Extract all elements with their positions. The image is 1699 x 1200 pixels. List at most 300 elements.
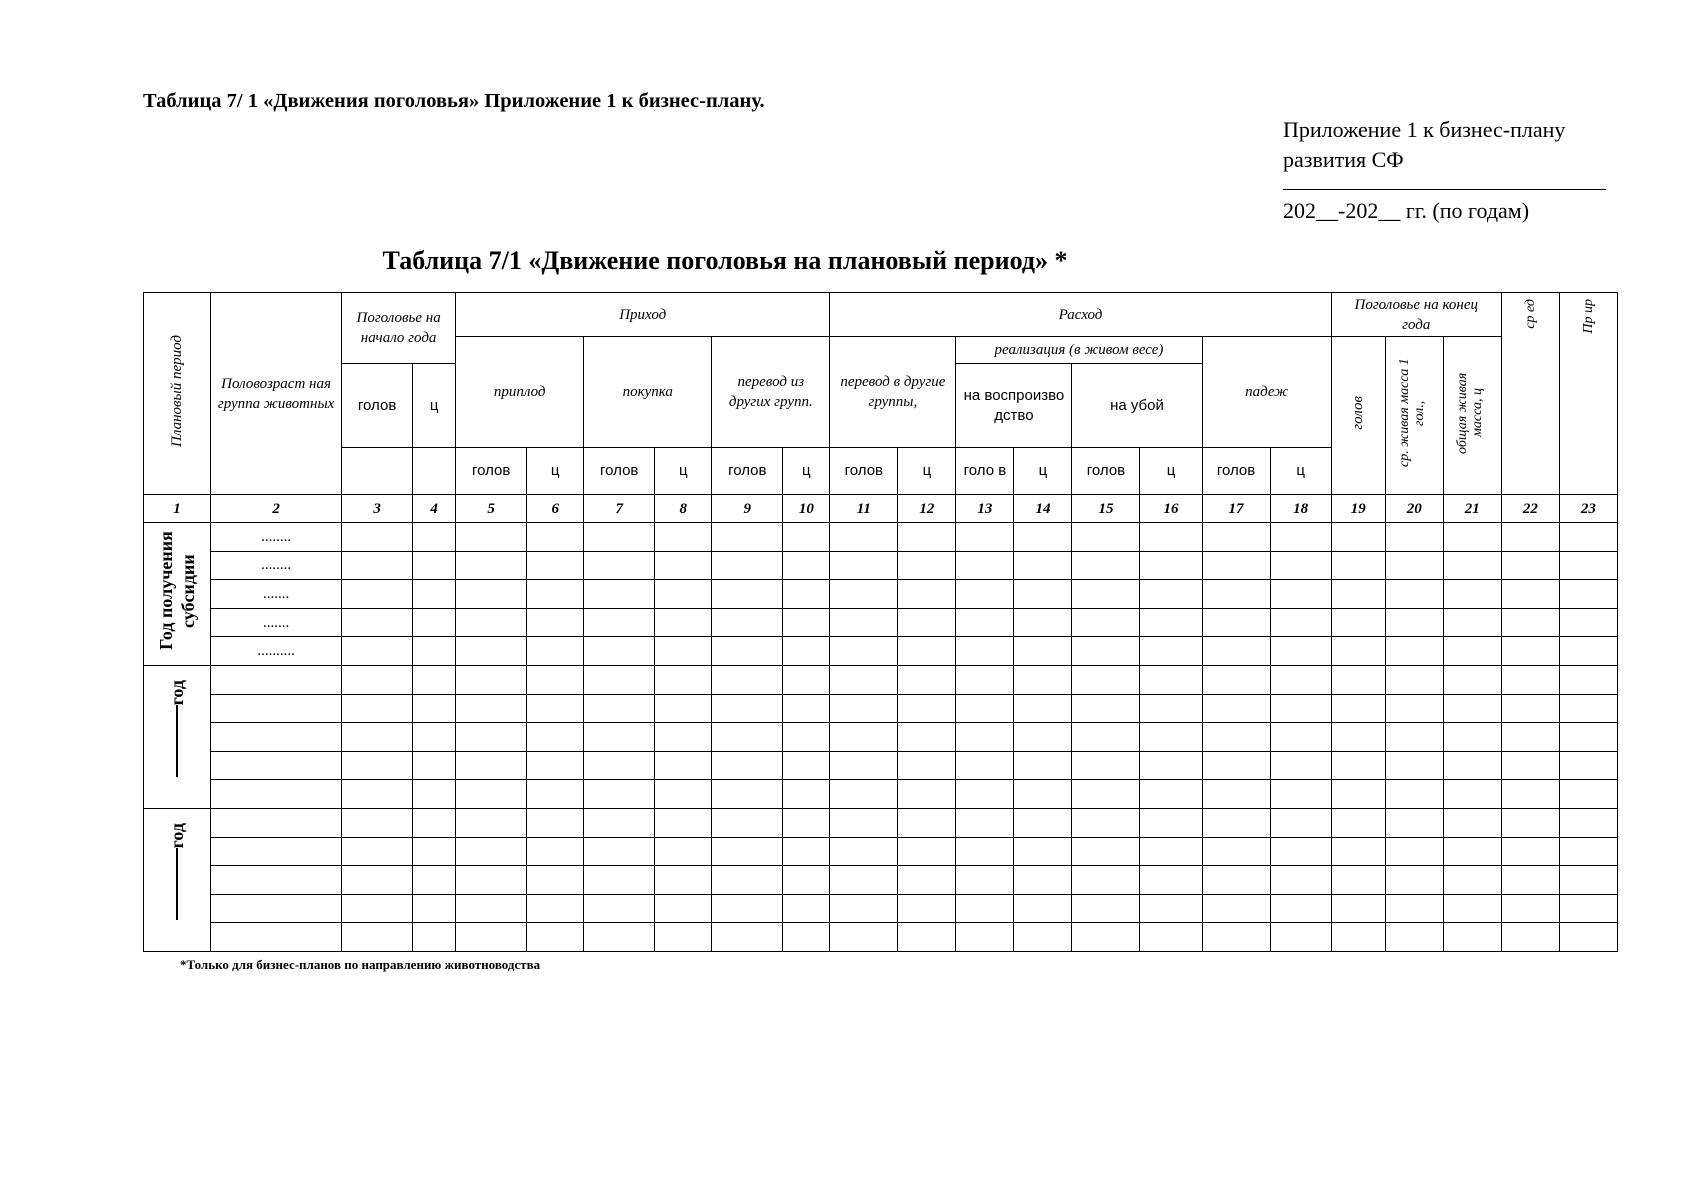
data-cell[interactable] [1559, 751, 1617, 780]
data-cell[interactable] [584, 808, 655, 837]
data-cell[interactable] [830, 551, 898, 580]
data-cell[interactable] [956, 723, 1014, 752]
data-cell[interactable] [527, 523, 584, 552]
data-cell[interactable] [1559, 866, 1617, 895]
data-cell[interactable] [1443, 751, 1501, 780]
group-cell[interactable] [211, 751, 342, 780]
data-cell[interactable] [898, 551, 956, 580]
data-cell[interactable] [712, 551, 783, 580]
data-cell[interactable] [1072, 780, 1140, 809]
data-cell[interactable] [1140, 751, 1202, 780]
data-cell[interactable] [830, 751, 898, 780]
data-cell[interactable] [655, 751, 712, 780]
data-cell[interactable] [830, 837, 898, 866]
data-cell[interactable] [712, 866, 783, 895]
data-cell[interactable] [584, 580, 655, 609]
data-cell[interactable] [655, 837, 712, 866]
data-cell[interactable] [655, 780, 712, 809]
data-cell[interactable] [527, 580, 584, 609]
data-cell[interactable] [527, 923, 584, 952]
data-cell[interactable] [1559, 837, 1617, 866]
data-cell[interactable] [456, 580, 527, 609]
data-cell[interactable] [1140, 723, 1202, 752]
data-cell[interactable] [1443, 608, 1501, 637]
data-cell[interactable] [413, 551, 456, 580]
data-cell[interactable] [1559, 551, 1617, 580]
data-cell[interactable] [783, 723, 830, 752]
data-cell[interactable] [342, 523, 413, 552]
data-cell[interactable] [1140, 551, 1202, 580]
data-cell[interactable] [956, 665, 1014, 694]
data-cell[interactable] [1202, 694, 1270, 723]
data-cell[interactable] [1140, 780, 1202, 809]
data-cell[interactable] [712, 694, 783, 723]
group-cell[interactable]: ........ [211, 551, 342, 580]
data-cell[interactable] [413, 923, 456, 952]
data-cell[interactable] [1202, 637, 1270, 666]
data-cell[interactable] [1501, 808, 1559, 837]
data-cell[interactable] [655, 580, 712, 609]
data-cell[interactable] [1140, 866, 1202, 895]
data-cell[interactable] [413, 808, 456, 837]
data-cell[interactable] [1140, 580, 1202, 609]
data-cell[interactable] [1443, 580, 1501, 609]
data-cell[interactable] [956, 523, 1014, 552]
data-cell[interactable] [1072, 637, 1140, 666]
data-cell[interactable] [1072, 837, 1140, 866]
data-cell[interactable] [655, 723, 712, 752]
data-cell[interactable] [1331, 637, 1385, 666]
data-cell[interactable] [712, 894, 783, 923]
data-cell[interactable] [1559, 523, 1617, 552]
data-cell[interactable] [655, 694, 712, 723]
data-cell[interactable] [1270, 608, 1331, 637]
data-cell[interactable] [584, 837, 655, 866]
data-cell[interactable] [1072, 751, 1140, 780]
data-cell[interactable] [1501, 751, 1559, 780]
data-cell[interactable] [1331, 723, 1385, 752]
data-cell[interactable] [830, 780, 898, 809]
data-cell[interactable] [527, 751, 584, 780]
data-cell[interactable] [712, 637, 783, 666]
data-cell[interactable] [830, 894, 898, 923]
data-cell[interactable] [1270, 723, 1331, 752]
data-cell[interactable] [655, 665, 712, 694]
data-cell[interactable] [956, 808, 1014, 837]
data-cell[interactable] [1014, 551, 1072, 580]
data-cell[interactable] [1331, 866, 1385, 895]
data-cell[interactable] [898, 665, 956, 694]
data-cell[interactable] [655, 551, 712, 580]
data-cell[interactable] [342, 866, 413, 895]
data-cell[interactable] [1443, 694, 1501, 723]
data-cell[interactable] [1014, 694, 1072, 723]
data-cell[interactable] [342, 608, 413, 637]
data-cell[interactable] [1270, 894, 1331, 923]
data-cell[interactable] [1014, 837, 1072, 866]
data-cell[interactable] [527, 694, 584, 723]
data-cell[interactable] [584, 665, 655, 694]
data-cell[interactable] [1331, 780, 1385, 809]
data-cell[interactable] [1443, 780, 1501, 809]
group-cell[interactable]: ........ [211, 523, 342, 552]
data-cell[interactable] [1443, 837, 1501, 866]
data-cell[interactable] [1559, 923, 1617, 952]
group-cell[interactable] [211, 723, 342, 752]
data-cell[interactable] [655, 608, 712, 637]
data-cell[interactable] [1385, 894, 1443, 923]
data-cell[interactable] [1202, 837, 1270, 866]
data-cell[interactable] [1014, 665, 1072, 694]
data-cell[interactable] [712, 808, 783, 837]
data-cell[interactable] [1072, 923, 1140, 952]
data-cell[interactable] [1202, 894, 1270, 923]
data-cell[interactable] [1385, 551, 1443, 580]
data-cell[interactable] [1559, 608, 1617, 637]
data-cell[interactable] [898, 580, 956, 609]
group-cell[interactable]: ....... [211, 580, 342, 609]
data-cell[interactable] [1140, 523, 1202, 552]
data-cell[interactable] [1140, 665, 1202, 694]
data-cell[interactable] [342, 751, 413, 780]
data-cell[interactable] [456, 551, 527, 580]
data-cell[interactable] [1270, 923, 1331, 952]
data-cell[interactable] [1331, 751, 1385, 780]
data-cell[interactable] [1202, 665, 1270, 694]
data-cell[interactable] [527, 723, 584, 752]
data-cell[interactable] [456, 780, 527, 809]
data-cell[interactable] [1270, 551, 1331, 580]
data-cell[interactable] [1270, 780, 1331, 809]
data-cell[interactable] [584, 608, 655, 637]
data-cell[interactable] [413, 580, 456, 609]
data-cell[interactable] [1443, 866, 1501, 895]
data-cell[interactable] [1202, 808, 1270, 837]
data-cell[interactable] [1501, 608, 1559, 637]
data-cell[interactable] [1270, 637, 1331, 666]
data-cell[interactable] [1331, 837, 1385, 866]
data-cell[interactable] [1443, 923, 1501, 952]
data-cell[interactable] [584, 923, 655, 952]
data-cell[interactable] [1140, 837, 1202, 866]
data-cell[interactable] [584, 751, 655, 780]
data-cell[interactable] [783, 894, 830, 923]
data-cell[interactable] [1559, 808, 1617, 837]
data-cell[interactable] [1385, 866, 1443, 895]
data-cell[interactable] [712, 923, 783, 952]
data-cell[interactable] [1331, 808, 1385, 837]
data-cell[interactable] [1072, 808, 1140, 837]
data-cell[interactable] [527, 837, 584, 866]
data-cell[interactable] [1202, 751, 1270, 780]
data-cell[interactable] [830, 665, 898, 694]
data-cell[interactable] [712, 580, 783, 609]
data-cell[interactable] [783, 551, 830, 580]
data-cell[interactable] [413, 523, 456, 552]
data-cell[interactable] [342, 637, 413, 666]
data-cell[interactable] [1559, 580, 1617, 609]
data-cell[interactable] [1072, 665, 1140, 694]
data-cell[interactable] [830, 637, 898, 666]
data-cell[interactable] [1072, 580, 1140, 609]
data-cell[interactable] [1014, 580, 1072, 609]
data-cell[interactable] [655, 923, 712, 952]
data-cell[interactable] [1072, 551, 1140, 580]
data-cell[interactable] [1270, 523, 1331, 552]
data-cell[interactable] [456, 751, 527, 780]
data-cell[interactable] [527, 866, 584, 895]
data-cell[interactable] [1202, 523, 1270, 552]
data-cell[interactable] [527, 551, 584, 580]
data-cell[interactable] [1385, 608, 1443, 637]
data-cell[interactable] [1501, 551, 1559, 580]
data-cell[interactable] [712, 723, 783, 752]
data-cell[interactable] [1443, 665, 1501, 694]
data-cell[interactable] [584, 637, 655, 666]
data-cell[interactable] [1072, 866, 1140, 895]
data-cell[interactable] [1331, 580, 1385, 609]
data-cell[interactable] [1270, 751, 1331, 780]
data-cell[interactable] [456, 723, 527, 752]
data-cell[interactable] [342, 837, 413, 866]
data-cell[interactable] [898, 694, 956, 723]
data-cell[interactable] [956, 837, 1014, 866]
data-cell[interactable] [1559, 723, 1617, 752]
data-cell[interactable] [655, 637, 712, 666]
data-cell[interactable] [956, 751, 1014, 780]
data-cell[interactable] [830, 608, 898, 637]
data-cell[interactable] [783, 580, 830, 609]
data-cell[interactable] [830, 723, 898, 752]
data-cell[interactable] [1443, 637, 1501, 666]
data-cell[interactable] [783, 665, 830, 694]
data-cell[interactable] [1270, 866, 1331, 895]
data-cell[interactable] [1014, 523, 1072, 552]
data-cell[interactable] [956, 580, 1014, 609]
data-cell[interactable] [1140, 894, 1202, 923]
data-cell[interactable] [655, 808, 712, 837]
data-cell[interactable] [655, 866, 712, 895]
data-cell[interactable] [898, 723, 956, 752]
data-cell[interactable] [584, 551, 655, 580]
data-cell[interactable] [413, 751, 456, 780]
data-cell[interactable] [1140, 608, 1202, 637]
data-cell[interactable] [830, 523, 898, 552]
data-cell[interactable] [898, 751, 956, 780]
data-cell[interactable] [1501, 894, 1559, 923]
data-cell[interactable] [1072, 694, 1140, 723]
data-cell[interactable] [456, 894, 527, 923]
data-cell[interactable] [1559, 665, 1617, 694]
data-cell[interactable] [1443, 723, 1501, 752]
data-cell[interactable] [584, 523, 655, 552]
data-cell[interactable] [1385, 837, 1443, 866]
data-cell[interactable] [655, 894, 712, 923]
data-cell[interactable] [1202, 923, 1270, 952]
data-cell[interactable] [1501, 665, 1559, 694]
data-cell[interactable] [1331, 923, 1385, 952]
data-cell[interactable] [342, 551, 413, 580]
data-cell[interactable] [456, 923, 527, 952]
data-cell[interactable] [584, 894, 655, 923]
data-cell[interactable] [413, 894, 456, 923]
data-cell[interactable] [527, 637, 584, 666]
data-cell[interactable] [1140, 637, 1202, 666]
data-cell[interactable] [413, 637, 456, 666]
data-cell[interactable] [712, 523, 783, 552]
data-cell[interactable] [1559, 637, 1617, 666]
data-cell[interactable] [1202, 866, 1270, 895]
data-cell[interactable] [1501, 523, 1559, 552]
data-cell[interactable] [898, 866, 956, 895]
data-cell[interactable] [956, 608, 1014, 637]
group-cell[interactable]: ....... [211, 608, 342, 637]
data-cell[interactable] [1140, 923, 1202, 952]
data-cell[interactable] [830, 808, 898, 837]
data-cell[interactable] [1014, 608, 1072, 637]
group-cell[interactable] [211, 665, 342, 694]
data-cell[interactable] [1140, 808, 1202, 837]
data-cell[interactable] [898, 808, 956, 837]
group-cell[interactable] [211, 780, 342, 809]
data-cell[interactable] [527, 780, 584, 809]
data-cell[interactable] [456, 523, 527, 552]
data-cell[interactable] [1072, 523, 1140, 552]
data-cell[interactable] [898, 923, 956, 952]
data-cell[interactable] [783, 608, 830, 637]
data-cell[interactable] [1385, 751, 1443, 780]
data-cell[interactable] [1501, 580, 1559, 609]
data-cell[interactable] [1385, 808, 1443, 837]
data-cell[interactable] [1331, 608, 1385, 637]
data-cell[interactable] [1202, 723, 1270, 752]
data-cell[interactable] [456, 665, 527, 694]
data-cell[interactable] [783, 523, 830, 552]
data-cell[interactable] [898, 837, 956, 866]
data-cell[interactable] [956, 551, 1014, 580]
data-cell[interactable] [1443, 523, 1501, 552]
group-cell[interactable] [211, 837, 342, 866]
data-cell[interactable] [783, 837, 830, 866]
data-cell[interactable] [1559, 894, 1617, 923]
data-cell[interactable] [1014, 751, 1072, 780]
data-cell[interactable] [712, 780, 783, 809]
data-cell[interactable] [413, 694, 456, 723]
data-cell[interactable] [655, 523, 712, 552]
data-cell[interactable] [527, 665, 584, 694]
data-cell[interactable] [1331, 894, 1385, 923]
data-cell[interactable] [1014, 808, 1072, 837]
data-cell[interactable] [456, 694, 527, 723]
data-cell[interactable] [956, 866, 1014, 895]
data-cell[interactable] [1385, 580, 1443, 609]
data-cell[interactable] [1072, 894, 1140, 923]
data-cell[interactable] [1385, 780, 1443, 809]
data-cell[interactable] [413, 866, 456, 895]
data-cell[interactable] [342, 780, 413, 809]
data-cell[interactable] [1501, 837, 1559, 866]
data-cell[interactable] [1443, 894, 1501, 923]
data-cell[interactable] [1270, 694, 1331, 723]
data-cell[interactable] [1202, 551, 1270, 580]
data-cell[interactable] [456, 866, 527, 895]
data-cell[interactable] [783, 780, 830, 809]
group-cell[interactable]: .......... [211, 637, 342, 666]
data-cell[interactable] [1072, 723, 1140, 752]
group-cell[interactable] [211, 866, 342, 895]
data-cell[interactable] [1559, 694, 1617, 723]
data-cell[interactable] [1270, 665, 1331, 694]
data-cell[interactable] [413, 837, 456, 866]
data-cell[interactable] [342, 894, 413, 923]
data-cell[interactable] [1014, 637, 1072, 666]
data-cell[interactable] [342, 694, 413, 723]
data-cell[interactable] [1501, 694, 1559, 723]
data-cell[interactable] [413, 665, 456, 694]
group-cell[interactable] [211, 923, 342, 952]
data-cell[interactable] [413, 723, 456, 752]
data-cell[interactable] [413, 780, 456, 809]
data-cell[interactable] [527, 894, 584, 923]
data-cell[interactable] [456, 808, 527, 837]
data-cell[interactable] [456, 837, 527, 866]
data-cell[interactable] [830, 866, 898, 895]
group-cell[interactable] [211, 694, 342, 723]
data-cell[interactable] [1501, 723, 1559, 752]
data-cell[interactable] [1270, 580, 1331, 609]
data-cell[interactable] [712, 837, 783, 866]
data-cell[interactable] [1385, 665, 1443, 694]
data-cell[interactable] [342, 723, 413, 752]
data-cell[interactable] [830, 923, 898, 952]
data-cell[interactable] [342, 923, 413, 952]
data-cell[interactable] [1331, 523, 1385, 552]
data-cell[interactable] [1202, 780, 1270, 809]
data-cell[interactable] [956, 694, 1014, 723]
group-cell[interactable] [211, 808, 342, 837]
data-cell[interactable] [1501, 780, 1559, 809]
data-cell[interactable] [898, 894, 956, 923]
data-cell[interactable] [1014, 780, 1072, 809]
data-cell[interactable] [1385, 723, 1443, 752]
data-cell[interactable] [1270, 837, 1331, 866]
data-cell[interactable] [1501, 923, 1559, 952]
data-cell[interactable] [527, 808, 584, 837]
data-cell[interactable] [1385, 923, 1443, 952]
data-cell[interactable] [830, 580, 898, 609]
data-cell[interactable] [783, 923, 830, 952]
data-cell[interactable] [1014, 923, 1072, 952]
data-cell[interactable] [1202, 580, 1270, 609]
data-cell[interactable] [1014, 894, 1072, 923]
data-cell[interactable] [1331, 694, 1385, 723]
data-cell[interactable] [342, 580, 413, 609]
data-cell[interactable] [1443, 551, 1501, 580]
data-cell[interactable] [456, 637, 527, 666]
data-cell[interactable] [1501, 866, 1559, 895]
data-cell[interactable] [783, 694, 830, 723]
data-cell[interactable] [783, 637, 830, 666]
data-cell[interactable] [1140, 694, 1202, 723]
data-cell[interactable] [830, 694, 898, 723]
data-cell[interactable] [456, 608, 527, 637]
data-cell[interactable] [898, 523, 956, 552]
data-cell[interactable] [1385, 694, 1443, 723]
data-cell[interactable] [1202, 608, 1270, 637]
data-cell[interactable] [1014, 866, 1072, 895]
data-cell[interactable] [1014, 723, 1072, 752]
data-cell[interactable] [898, 608, 956, 637]
